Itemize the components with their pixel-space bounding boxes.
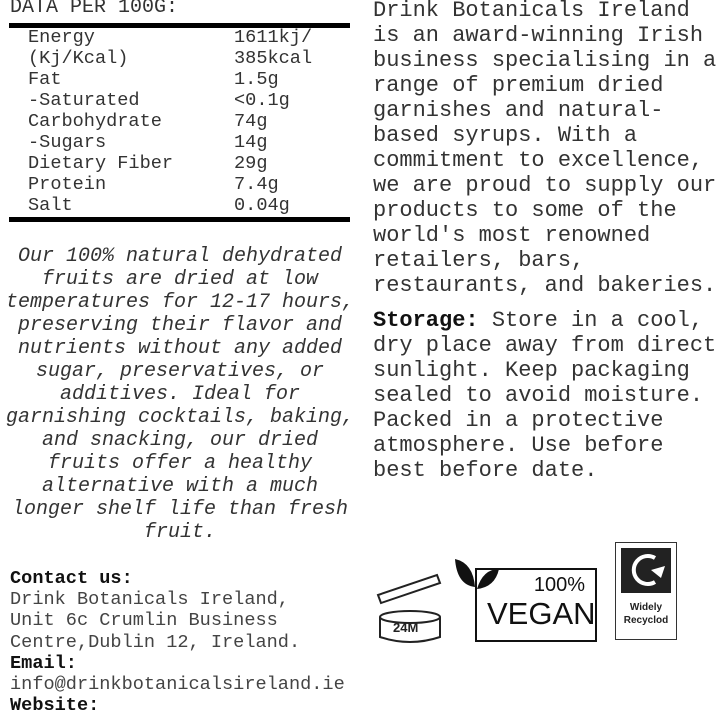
nutrition-row [28,153,312,174]
nutrient-label: Dietary Fiber [28,153,174,174]
nutrient-label: Protein [28,174,107,195]
email-link[interactable]: info@drinkbotanicalsireland.ie [10,674,345,696]
nutrient-value: 14g [234,132,268,153]
storage-heading: Storage: [373,308,479,333]
nutrient-value: 1.5g [234,69,279,90]
certification-icons [375,535,705,655]
nutrient-value: 74g [234,111,268,132]
nutrition-row [28,111,312,132]
nutrition-title: DATA PER 100G: [10,0,179,19]
table-bottom-rule [9,217,350,222]
right-column [373,0,718,483]
recycle-line1: Widely [629,602,663,613]
nutrient-label: Fat [28,69,62,90]
widely-recycled-badge [615,542,677,640]
shelf-life-label: 24M [393,620,419,635]
nutrition-row [28,174,312,195]
nutrition-row [28,132,312,153]
nutrient-value: 385kcal [234,48,313,69]
recycle-line2: Recyclod [623,615,669,626]
address-line: Drink Botanicals Ireland, [10,589,289,611]
vegan-badge [475,568,597,642]
storage-body: Store in a cool, dry place away from direct sunlight. Keep packaging sealed to avoid moisture. Packed in a protective atmosphere. Use before best before date. [373,308,717,483]
nutrient-value: 29g [234,153,268,174]
nutrition-row [28,90,312,111]
website-heading: Website: [10,695,100,717]
address-line: Unit 6c Crumlin Business [10,610,278,632]
storage-text [373,308,718,483]
contact-block [10,568,345,716]
nutrition-table [28,27,312,216]
contact-heading: Contact us: [10,568,133,589]
nutrition-row [28,195,312,216]
recycle-icon [621,548,671,593]
nutrition-row [28,69,312,90]
nutrient-label: -Saturated [28,90,140,111]
nutrient-label: Energy [28,27,95,48]
nutrient-value: 0.04g [234,195,290,216]
nutrient-value: 1611kj/ [234,27,313,48]
nutrient-label: -Sugars [28,132,107,153]
product-description: Our 100% natural dehydrated fruits are dried at low temperatures for 12-17 hours, preserving their flavor and nutrients without any added sugar, preservatives, or additives. Ideal for garnishing cocktails, baking, and snacking, our dried fruits offer a healthy alternative with a much longer shelf life than fresh fruit. [5,245,355,544]
nutrient-label: (Kj/Kcal) [28,48,129,69]
nutrition-row [28,48,312,69]
address-line: Centre,Dublin 12, Ireland. [10,631,301,653]
email-heading: Email: [10,652,77,674]
about-text: Drink Botanicals Ireland is an award-winning Irish business specialising in a range of premium dried garnishes and natural-based syrups. With a commitment to excellence, we are proud to supply our products to some of the world's most renowned retailers, bars, restaurants, and bakeries. [373,0,717,298]
nutrition-row [28,27,312,48]
nutrient-label: Salt [28,195,73,216]
nutrient-label: Carbohydrate [28,111,162,132]
nutrient-value: 7.4g [234,174,279,195]
nutrient-value: <0.1g [234,90,290,111]
vegan-label: VEGAN [487,596,596,631]
period-after-opening-icon [375,565,445,645]
vegan-percent: 100% [533,574,585,596]
